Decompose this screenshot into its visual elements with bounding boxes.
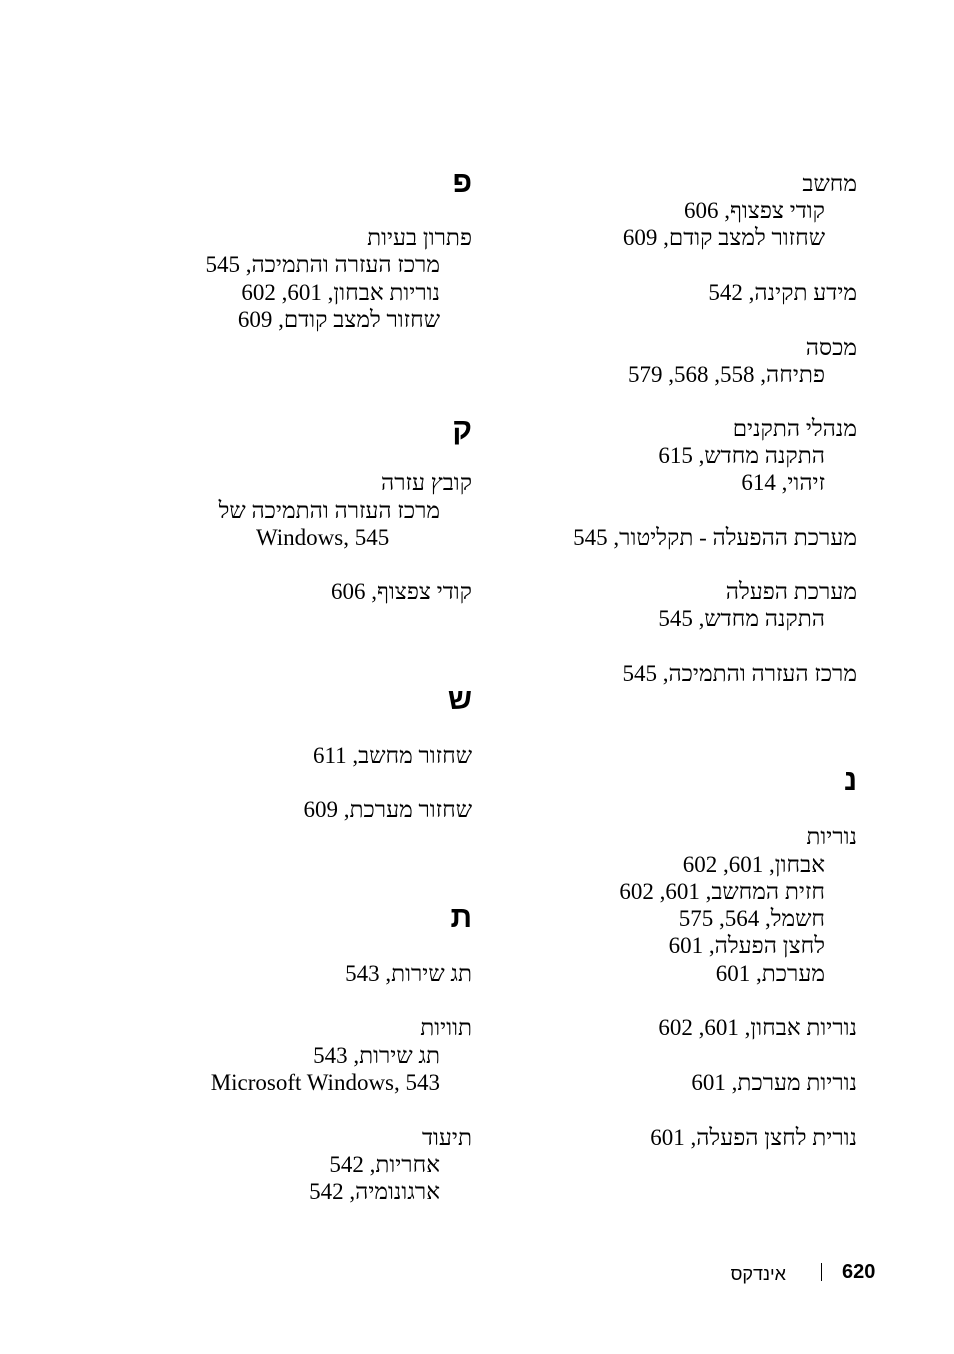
index-subentry: אחריות, 542 bbox=[329, 1152, 440, 1177]
index-subentry: ארגונומיה, 542 bbox=[309, 1179, 440, 1204]
index-subentry: התקנה מחדש, 545 bbox=[658, 606, 825, 631]
index-subentry: קודי צפצוף, 606 bbox=[684, 198, 825, 223]
index-subentry: שחזור למצב קודם, 609 bbox=[622, 225, 825, 250]
section-heading-shin: ש bbox=[447, 683, 472, 716]
index-subentry: Microsoft Windows, 543 bbox=[210, 1070, 440, 1095]
index-entry: נוריות bbox=[806, 824, 857, 849]
index-subentry: חשמל, 564, 575 bbox=[678, 906, 825, 931]
index-subentry: לחצן הפעלה, 601 bbox=[668, 933, 825, 958]
index-entry: תוויות bbox=[420, 1015, 472, 1040]
index-subentry: שחזור למצב קודם, 609 bbox=[237, 307, 440, 332]
index-subentry: מערכת, 601 bbox=[715, 961, 825, 986]
page-number: 620 bbox=[842, 1261, 876, 1283]
index-entry: מידע תקינה, 542 bbox=[708, 280, 857, 305]
footer-separator bbox=[821, 1263, 822, 1281]
index-subentry: תג שירות, 543 bbox=[313, 1043, 440, 1068]
index-entry: פתרון בעיות bbox=[367, 225, 472, 250]
index-subentry: נוריות אבחון, 601, 602 bbox=[241, 280, 440, 305]
index-subentry: מרכז העזרה והתמיכה, 545 bbox=[205, 252, 440, 277]
index-subentry: פתיחה, 558, 568, 579 bbox=[628, 362, 825, 387]
index-entry: תג שירות, 543 bbox=[345, 961, 472, 986]
index-entry: קודי צפצוף, 606 bbox=[331, 579, 472, 604]
index-entry: מערכת ההפעלה - תקליטור, 545 bbox=[573, 525, 857, 550]
index-entry: מערכת הפעלה bbox=[725, 579, 857, 604]
section-heading-nun: נ bbox=[844, 764, 857, 797]
footer-section-label: אינדקס bbox=[730, 1264, 786, 1284]
section-heading-qof: ק bbox=[452, 413, 472, 446]
index-subentry: חזית המחשב, 601, 602 bbox=[619, 879, 825, 904]
index-subentry: Windows, 545 bbox=[256, 525, 390, 550]
index-entry: מרכז העזרה והתמיכה, 545 bbox=[622, 661, 857, 686]
index-entry: נוריות מערכת, 601 bbox=[691, 1070, 857, 1095]
index-entry: שחזור מערכת, 609 bbox=[303, 797, 472, 822]
index-entry: שחזור מחשב, 611 bbox=[312, 743, 472, 768]
index-entry: מכסה bbox=[805, 335, 857, 360]
index-subentry: אבחון, 601, 602 bbox=[682, 852, 825, 877]
index-entry: מחשב bbox=[802, 171, 857, 196]
index-entry: נורית לחצן הפעלה, 601 bbox=[650, 1125, 857, 1150]
section-heading-tav: ת bbox=[450, 901, 472, 934]
index-subentry: מרכז העזרה והתמיכה של bbox=[218, 498, 440, 523]
index-entry: תיעוד bbox=[421, 1125, 472, 1150]
index-subentry: התקנה מחדש, 615 bbox=[658, 443, 825, 468]
index-entry: קובץ עזרה bbox=[381, 470, 472, 495]
section-heading-pe: פ bbox=[452, 166, 472, 199]
index-entry: נוריות אבחון, 601, 602 bbox=[658, 1015, 857, 1040]
index-subentry: זיהוי, 614 bbox=[741, 470, 825, 495]
index-entry: מנהלי התקנים bbox=[732, 416, 857, 441]
